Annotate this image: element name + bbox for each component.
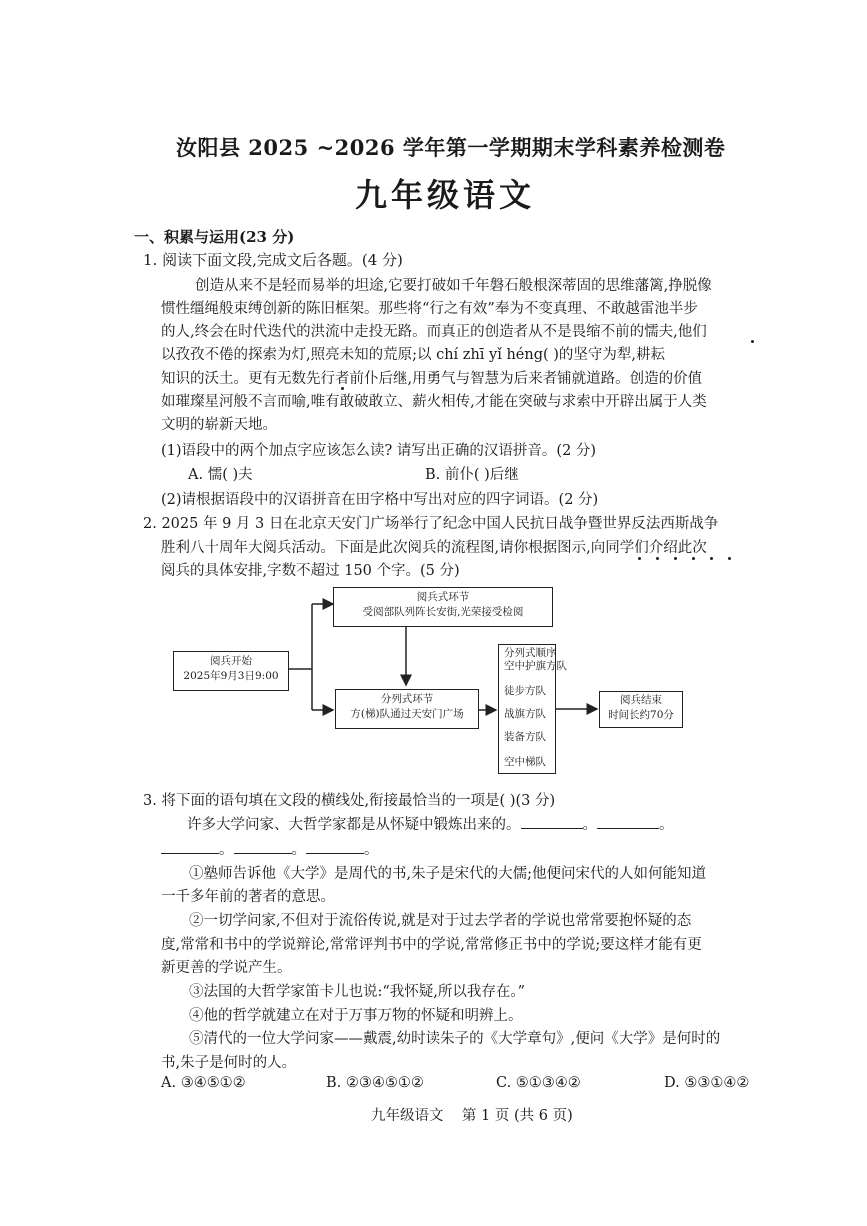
q1-passage-line: 的人,终会在时代迭代的洪流中走投无路。而真正的创造者从不是畏缩不前的懦夫,他们 xyxy=(161,324,707,340)
answer-blank xyxy=(234,853,292,854)
flow-start-box xyxy=(173,651,289,691)
q3-option-d: D. ⑤③①④② xyxy=(664,1075,750,1091)
q2-line: 阅兵的具体安排,字数不超过 150 个字。(5 分) xyxy=(161,563,460,579)
answer-blank xyxy=(306,853,364,854)
q1-option-a: A. 懦( )夫 xyxy=(188,467,253,483)
answer-blank xyxy=(521,828,583,829)
q3-item: 书,朱子是何时的人。 xyxy=(161,1055,297,1071)
answer-blank xyxy=(597,828,659,829)
q1-passage-line: 文明的崭新天地。 xyxy=(161,417,277,433)
subject-title: 九年级语文 xyxy=(355,176,536,214)
q1-sub1: (1)语段中的两个加点字应该怎么读? 请写出正确的汉语拼音。(2 分) xyxy=(161,443,597,459)
q1-passage-line: 惯性缰绳般束缚创新的陈旧框架。那些将“行之有效”奉为不变真理、不敢越雷池半步 xyxy=(161,301,698,317)
q1-passage-line: 知识的沃土。更有无数先行者前仆后继,用勇气与智慧为后来者铺就道路。创造的价值 xyxy=(161,371,703,387)
q1-option-b: B. 前仆( )后继 xyxy=(425,467,519,483)
flow-inspection-box xyxy=(333,587,553,627)
flow-parade-desc: 方(梯)队通过天安门广场 xyxy=(350,708,464,720)
q3-option-a: A. ③④⑤①② xyxy=(161,1075,246,1091)
q3-option-c: C. ⑤①③④② xyxy=(496,1075,581,1091)
flow-end-duration: 时间长约70分 xyxy=(608,709,674,721)
q2-line: 2. 2025 年 9 月 3 日在北京天安门广场举行了纪念中国人民抗日战争暨世界反法西斯战争 xyxy=(143,516,719,532)
q3-item: ③法国的大哲学家笛卡儿也说:“我怀疑,所以我存在。” xyxy=(189,984,526,1000)
flow-inspection-desc: 受阅部队列阵长安街,光荣接受检阅 xyxy=(362,606,524,618)
flow-sequence-item: 空中梯队 xyxy=(504,756,546,768)
q3-item: ④他的哲学就建立在对于万事万物的怀疑和明辨上。 xyxy=(189,1008,523,1024)
q3-blank-line: 。 。 。 xyxy=(161,838,379,859)
flow-sequence-item: 战旗方队 xyxy=(504,708,546,720)
q1-passage-line: 创造从来不是轻而易举的坦途,它要打破如千年磐石般根深蒂固的思维藩篱,挣脱像 xyxy=(195,278,712,294)
flow-sequence-item: 徒步方队 xyxy=(504,685,546,697)
flow-parade-box xyxy=(335,689,479,729)
q3-stem: 3. 将下面的语句填在文段的横线处,衔接最恰当的一项是( )(3 分) xyxy=(143,793,556,809)
q2-line: 胜利八十周年大阅兵活动。下面是此次阅兵的流程图,请你根据图示,向同学们介绍此次 xyxy=(161,540,707,556)
flow-end-box xyxy=(599,691,683,728)
q1-sub2: (2)请根据语段中的汉语拼音在田字格中写出对应的四字词语。(2 分) xyxy=(161,492,599,508)
flow-sequence-item: 空中护旗方队 xyxy=(504,660,567,672)
q3-item: ⑤清代的一位大学问家——戴震,幼时读朱子的《大学章句》,便问《大学》是何时的 xyxy=(189,1031,721,1047)
q3-lead-text: 许多大学问家、大哲学家都是从怀疑中锻炼出来的。 xyxy=(187,817,521,833)
q3-item: ①塾师告诉他《大学》是周代的书,朱子是宋代的大儒;他便问宋代的人如何能知道 xyxy=(189,866,706,882)
section-title: 一、积累与运用(23 分) xyxy=(134,228,295,246)
answer-blank xyxy=(161,853,219,854)
q3-item: ②一切学问家,不但对于流俗传说,就是对于过去学者的学说也常常要抱怀疑的态 xyxy=(189,913,692,929)
q1-passage-line: 以孜孜不倦的探索为灯,照亮未知的荒原;以 chí zhī yǐ héng( )的坚守为犁,耕耘 xyxy=(161,347,666,363)
flow-sequence-title: 分列式顺序 xyxy=(504,647,557,659)
flow-start-title: 阅兵开始 xyxy=(210,655,252,667)
q3-item: 新更善的学说产生。 xyxy=(161,960,292,976)
q3-lead: 许多大学问家、大哲学家都是从怀疑中锻炼出来的。 。 。 xyxy=(187,817,674,833)
flow-inspection-title: 阅兵式环节 xyxy=(416,591,470,603)
q3-item: 度,常常和书中的学说辩论,常常评判书中的学说,常常修正书中的学说;要这样才能有更 xyxy=(161,937,702,953)
flow-parade-title: 分列式环节 xyxy=(380,693,434,705)
page-footer: 九年级语文 第 1 页 (共 6 页) xyxy=(371,1108,573,1124)
flow-end-title: 阅兵结束 xyxy=(620,694,662,706)
q1-passage-line: 如璀璨星河般不言而喻,唯有敢破敢立、薪火相传,才能在突破与求索中开辟出属于人类 xyxy=(161,394,707,410)
q3-option-b: B. ②③④⑤①② xyxy=(326,1075,424,1091)
flow-sequence-item: 装备方队 xyxy=(504,731,546,743)
q1-stem: 1. 阅读下面文段,完成文后各题。(4 分) xyxy=(143,251,403,269)
q3-item: 一千多年前的著者的意思。 xyxy=(161,889,335,905)
exam-title: 汝阳县 2025 ~2026 学年第一学期期末学科素养检测卷 xyxy=(176,135,726,160)
flow-start-time: 2025年9月3日9:00 xyxy=(183,670,279,682)
